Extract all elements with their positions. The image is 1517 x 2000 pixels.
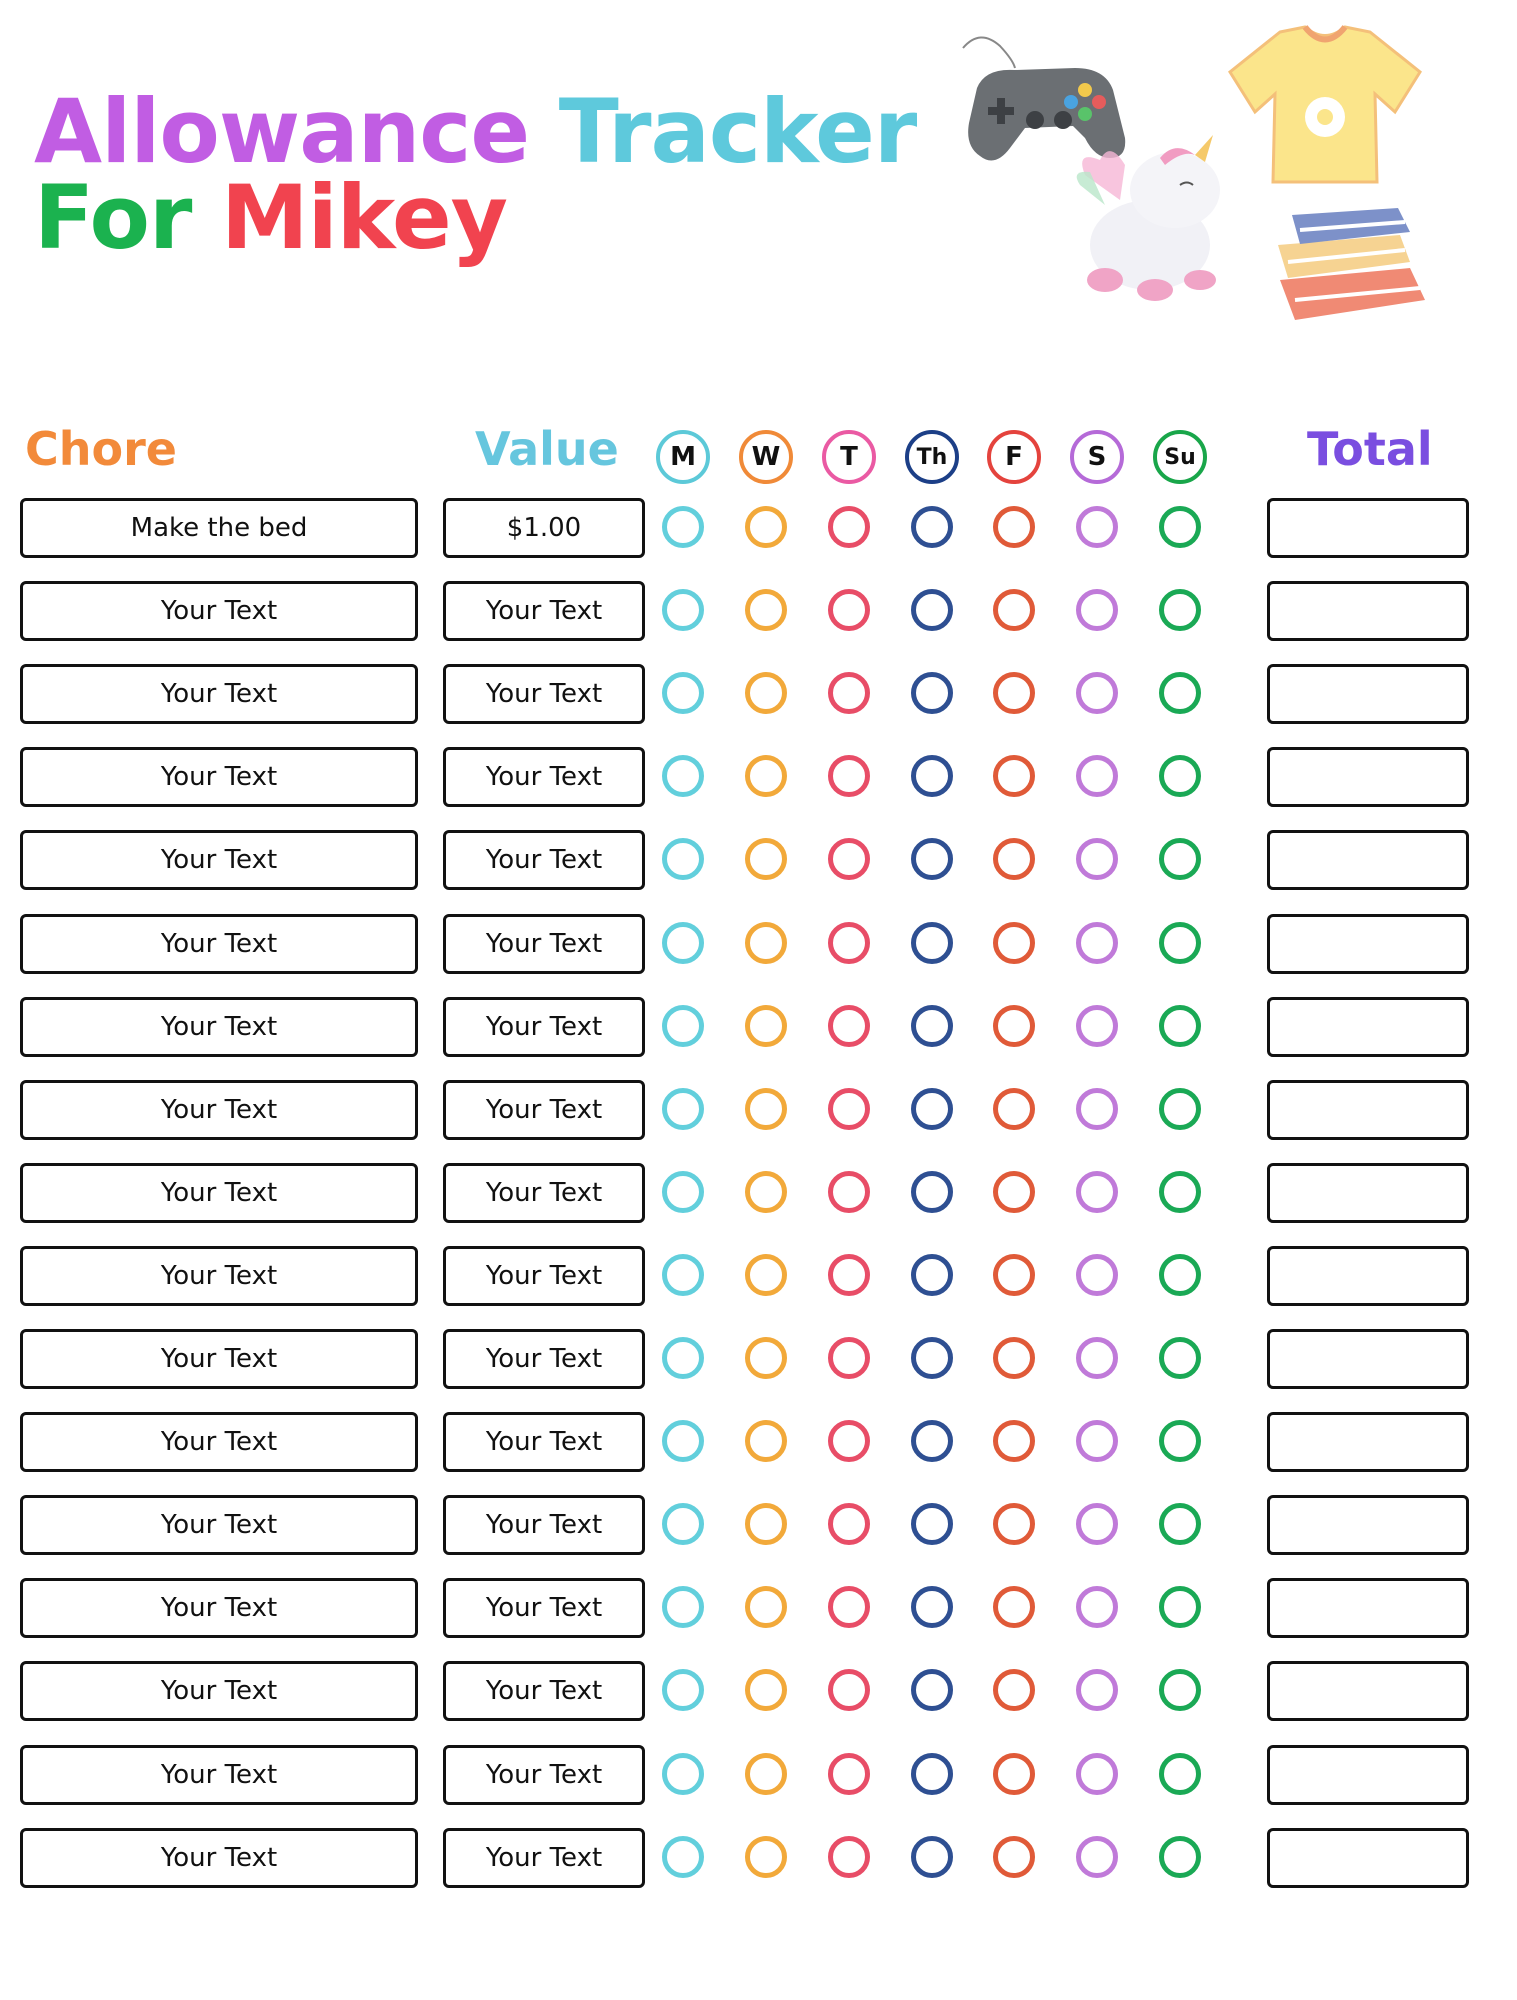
day-checkbox-m[interactable] <box>662 755 704 797</box>
day-checkbox-su[interactable] <box>1159 506 1201 548</box>
day-checkbox-th[interactable] <box>911 1503 953 1545</box>
day-checkbox-m[interactable] <box>662 1337 704 1379</box>
chore-field[interactable]: Your Text <box>20 1412 418 1472</box>
chore-field[interactable]: Your Text <box>20 1246 418 1306</box>
day-checkbox-su[interactable] <box>1159 922 1201 964</box>
day-checkbox-w[interactable] <box>745 1420 787 1462</box>
day-checkbox-f[interactable] <box>993 1420 1035 1462</box>
value-field[interactable]: Your Text <box>443 747 645 807</box>
chore-field[interactable]: Make the bed <box>20 498 418 558</box>
total-field[interactable] <box>1267 1661 1469 1721</box>
chore-field[interactable]: Your Text <box>20 1163 418 1223</box>
day-checkbox-su[interactable] <box>1159 1254 1201 1296</box>
day-checkbox-su[interactable] <box>1159 1171 1201 1213</box>
day-checkbox-m[interactable] <box>662 1254 704 1296</box>
value-field[interactable]: Your Text <box>443 581 645 641</box>
day-checkbox-th[interactable] <box>911 672 953 714</box>
table-row <box>0 1578 1517 1636</box>
day-checkbox-t[interactable] <box>828 1005 870 1047</box>
day-checkbox-su[interactable] <box>1159 755 1201 797</box>
table-row <box>0 1495 1517 1553</box>
day-checkbox-f[interactable] <box>993 755 1035 797</box>
chore-field[interactable]: Your Text <box>20 581 418 641</box>
day-checkbox-th[interactable] <box>911 1753 953 1795</box>
day-checkbox-th[interactable] <box>911 1669 953 1711</box>
total-header: Total <box>1307 422 1433 476</box>
day-checkbox-f[interactable] <box>993 506 1035 548</box>
book-stack-icon <box>1270 200 1435 330</box>
day-checkbox-su[interactable] <box>1159 1088 1201 1130</box>
day-checkbox-m[interactable] <box>662 922 704 964</box>
total-field[interactable] <box>1267 1828 1469 1888</box>
day-checkbox-m[interactable] <box>662 1586 704 1628</box>
day-checkbox-w[interactable] <box>745 1337 787 1379</box>
total-field[interactable] <box>1267 581 1469 641</box>
value-field[interactable]: Your Text <box>443 1246 645 1306</box>
chore-field[interactable]: Your Text <box>20 914 418 974</box>
day-badge-m: M <box>656 430 710 484</box>
value-field[interactable]: Your Text <box>443 1661 645 1721</box>
day-badge-w: W <box>739 430 793 484</box>
title-word-name: Mikey <box>221 166 507 269</box>
day-checkbox-m[interactable] <box>662 589 704 631</box>
day-badge-t: T <box>822 430 876 484</box>
day-checkbox-f[interactable] <box>993 1337 1035 1379</box>
day-checkbox-f[interactable] <box>993 1503 1035 1545</box>
day-checkbox-su[interactable] <box>1159 1586 1201 1628</box>
day-checkbox-t[interactable] <box>828 1088 870 1130</box>
day-checkbox-t[interactable] <box>828 1503 870 1545</box>
total-field[interactable] <box>1267 1578 1469 1638</box>
day-checkbox-m[interactable] <box>662 506 704 548</box>
value-field[interactable]: Your Text <box>443 914 645 974</box>
total-field[interactable] <box>1267 1495 1469 1555</box>
day-checkbox-su[interactable] <box>1159 1337 1201 1379</box>
day-checkbox-t[interactable] <box>828 1586 870 1628</box>
value-field[interactable]: Your Text <box>443 1578 645 1638</box>
chore-field[interactable]: Your Text <box>20 1495 418 1555</box>
day-checkbox-t[interactable] <box>828 1337 870 1379</box>
chore-field[interactable]: Your Text <box>20 1745 418 1805</box>
value-field[interactable]: Your Text <box>443 1412 645 1472</box>
table-row <box>0 581 1517 639</box>
title-word-for: For <box>34 166 192 269</box>
day-checkbox-su[interactable] <box>1159 1005 1201 1047</box>
day-checkbox-t[interactable] <box>828 1753 870 1795</box>
day-checkbox-m[interactable] <box>662 1503 704 1545</box>
day-checkbox-f[interactable] <box>993 589 1035 631</box>
day-checkbox-t[interactable] <box>828 1420 870 1462</box>
value-field[interactable]: Your Text <box>443 1329 645 1389</box>
total-field[interactable] <box>1267 1163 1469 1223</box>
day-checkbox-m[interactable] <box>662 1753 704 1795</box>
day-checkbox-th[interactable] <box>911 1420 953 1462</box>
table-row <box>0 1329 1517 1387</box>
day-checkbox-s[interactable] <box>1076 755 1118 797</box>
total-field[interactable] <box>1267 747 1469 807</box>
day-checkbox-w[interactable] <box>745 1503 787 1545</box>
table-row <box>0 1246 1517 1304</box>
day-badge-th: Th <box>905 430 959 484</box>
chore-field[interactable]: Your Text <box>20 664 418 724</box>
day-checkbox-s[interactable] <box>1076 506 1118 548</box>
day-checkbox-th[interactable] <box>911 1254 953 1296</box>
total-field[interactable] <box>1267 1745 1469 1805</box>
day-checkbox-t[interactable] <box>828 1836 870 1878</box>
day-checkbox-m[interactable] <box>662 1420 704 1462</box>
chore-field[interactable]: Your Text <box>20 1080 418 1140</box>
day-checkbox-th[interactable] <box>911 1171 953 1213</box>
day-checkbox-f[interactable] <box>993 1753 1035 1795</box>
day-checkbox-t[interactable] <box>828 1171 870 1213</box>
value-field[interactable]: Your Text <box>443 1163 645 1223</box>
value-field[interactable]: Your Text <box>443 997 645 1057</box>
chore-field[interactable]: Your Text <box>20 1828 418 1888</box>
day-checkbox-s[interactable] <box>1076 1503 1118 1545</box>
chore-field[interactable]: Your Text <box>20 1329 418 1389</box>
day-checkbox-t[interactable] <box>828 589 870 631</box>
total-field[interactable] <box>1267 498 1469 558</box>
unicorn-plush-icon <box>1065 130 1240 305</box>
table-row <box>0 1080 1517 1138</box>
day-checkbox-w[interactable] <box>745 1171 787 1213</box>
title-word-tracker: Tracker <box>558 80 917 183</box>
day-checkbox-t[interactable] <box>828 755 870 797</box>
total-field[interactable] <box>1267 914 1469 974</box>
day-checkbox-w[interactable] <box>745 1088 787 1130</box>
day-checkbox-w[interactable] <box>745 1254 787 1296</box>
day-checkbox-w[interactable] <box>745 838 787 880</box>
day-checkbox-s[interactable] <box>1076 922 1118 964</box>
day-checkbox-t[interactable] <box>828 922 870 964</box>
day-checkbox-s[interactable] <box>1076 1836 1118 1878</box>
day-checkbox-s[interactable] <box>1076 589 1118 631</box>
day-checkbox-f[interactable] <box>993 672 1035 714</box>
day-checkbox-w[interactable] <box>745 506 787 548</box>
day-checkbox-t[interactable] <box>828 1254 870 1296</box>
day-checkbox-m[interactable] <box>662 838 704 880</box>
day-checkbox-th[interactable] <box>911 1005 953 1047</box>
day-checkbox-s[interactable] <box>1076 1753 1118 1795</box>
day-checkbox-f[interactable] <box>993 922 1035 964</box>
table-row <box>0 664 1517 722</box>
day-checkbox-t[interactable] <box>828 672 870 714</box>
day-badge-s: S <box>1070 430 1124 484</box>
day-badge-f: F <box>987 430 1041 484</box>
day-checkbox-su[interactable] <box>1159 1420 1201 1462</box>
day-checkbox-th[interactable] <box>911 838 953 880</box>
day-checkbox-m[interactable] <box>662 1669 704 1711</box>
value-header: Value <box>475 422 619 476</box>
table-row <box>0 1163 1517 1221</box>
day-checkbox-t[interactable] <box>828 506 870 548</box>
day-checkbox-su[interactable] <box>1159 1669 1201 1711</box>
day-checkbox-su[interactable] <box>1159 1836 1201 1878</box>
day-checkbox-t[interactable] <box>828 838 870 880</box>
day-checkbox-w[interactable] <box>745 1753 787 1795</box>
day-checkbox-f[interactable] <box>993 1669 1035 1711</box>
total-field[interactable] <box>1267 664 1469 724</box>
day-checkbox-s[interactable] <box>1076 1171 1118 1213</box>
title-word-allowance: Allowance <box>34 80 530 183</box>
day-checkbox-w[interactable] <box>745 589 787 631</box>
day-checkbox-w[interactable] <box>745 1836 787 1878</box>
chore-field[interactable]: Your Text <box>20 747 418 807</box>
day-checkbox-f[interactable] <box>993 1171 1035 1213</box>
day-checkbox-f[interactable] <box>993 1088 1035 1130</box>
day-checkbox-m[interactable] <box>662 1088 704 1130</box>
total-field[interactable] <box>1267 1412 1469 1472</box>
table-row <box>0 747 1517 805</box>
day-checkbox-s[interactable] <box>1076 1005 1118 1047</box>
title-line-1 <box>34 80 917 183</box>
chore-field[interactable]: Your Text <box>20 1661 418 1721</box>
day-checkbox-th[interactable] <box>911 1088 953 1130</box>
day-checkbox-f[interactable] <box>993 1005 1035 1047</box>
day-checkbox-th[interactable] <box>911 922 953 964</box>
value-field[interactable]: $1.00 <box>443 498 645 558</box>
day-checkbox-th[interactable] <box>911 1586 953 1628</box>
total-field[interactable] <box>1267 1329 1469 1389</box>
table-row <box>0 830 1517 888</box>
day-checkbox-w[interactable] <box>745 755 787 797</box>
day-checkbox-s[interactable] <box>1076 1669 1118 1711</box>
day-checkbox-th[interactable] <box>911 1836 953 1878</box>
day-checkbox-su[interactable] <box>1159 1753 1201 1795</box>
table-row <box>0 997 1517 1055</box>
day-checkbox-w[interactable] <box>745 672 787 714</box>
table-row <box>0 1661 1517 1719</box>
day-checkbox-th[interactable] <box>911 755 953 797</box>
value-field[interactable]: Your Text <box>443 1080 645 1140</box>
total-field[interactable] <box>1267 1246 1469 1306</box>
day-checkbox-f[interactable] <box>993 1836 1035 1878</box>
day-checkbox-su[interactable] <box>1159 672 1201 714</box>
t-shirt-icon <box>1225 22 1425 187</box>
chore-header: Chore <box>25 422 177 476</box>
day-checkbox-w[interactable] <box>745 1586 787 1628</box>
day-checkbox-m[interactable] <box>662 1836 704 1878</box>
table-row <box>0 914 1517 972</box>
value-field[interactable]: Your Text <box>443 1495 645 1555</box>
day-checkbox-w[interactable] <box>745 922 787 964</box>
table-row <box>0 1412 1517 1470</box>
day-checkbox-w[interactable] <box>745 1005 787 1047</box>
day-checkbox-t[interactable] <box>828 1669 870 1711</box>
day-checkbox-s[interactable] <box>1076 1254 1118 1296</box>
table-row <box>0 1828 1517 1886</box>
day-checkbox-s[interactable] <box>1076 838 1118 880</box>
day-checkbox-su[interactable] <box>1159 589 1201 631</box>
table-row <box>0 1745 1517 1803</box>
table-row <box>0 498 1517 556</box>
chore-field[interactable]: Your Text <box>20 830 418 890</box>
total-field[interactable] <box>1267 997 1469 1057</box>
day-badge-su: Su <box>1153 430 1207 484</box>
value-field[interactable]: Your Text <box>443 1828 645 1888</box>
value-field[interactable]: Your Text <box>443 830 645 890</box>
chore-field[interactable]: Your Text <box>20 997 418 1057</box>
value-field[interactable]: Your Text <box>443 1745 645 1805</box>
day-checkbox-th[interactable] <box>911 506 953 548</box>
total-field[interactable] <box>1267 1080 1469 1140</box>
day-checkbox-m[interactable] <box>662 1005 704 1047</box>
day-checkbox-f[interactable] <box>993 1254 1035 1296</box>
total-field[interactable] <box>1267 830 1469 890</box>
day-checkbox-th[interactable] <box>911 589 953 631</box>
day-checkbox-f[interactable] <box>993 1586 1035 1628</box>
chore-field[interactable]: Your Text <box>20 1578 418 1638</box>
day-checkbox-m[interactable] <box>662 1171 704 1213</box>
day-checkbox-su[interactable] <box>1159 838 1201 880</box>
day-checkbox-f[interactable] <box>993 838 1035 880</box>
day-checkbox-s[interactable] <box>1076 1420 1118 1462</box>
day-checkbox-m[interactable] <box>662 672 704 714</box>
day-checkbox-s[interactable] <box>1076 672 1118 714</box>
day-checkbox-w[interactable] <box>745 1669 787 1711</box>
day-checkbox-su[interactable] <box>1159 1503 1201 1545</box>
title-line-2 <box>34 166 507 269</box>
day-checkbox-s[interactable] <box>1076 1088 1118 1130</box>
day-checkbox-s[interactable] <box>1076 1586 1118 1628</box>
day-checkbox-th[interactable] <box>911 1337 953 1379</box>
day-checkbox-s[interactable] <box>1076 1337 1118 1379</box>
value-field[interactable]: Your Text <box>443 664 645 724</box>
